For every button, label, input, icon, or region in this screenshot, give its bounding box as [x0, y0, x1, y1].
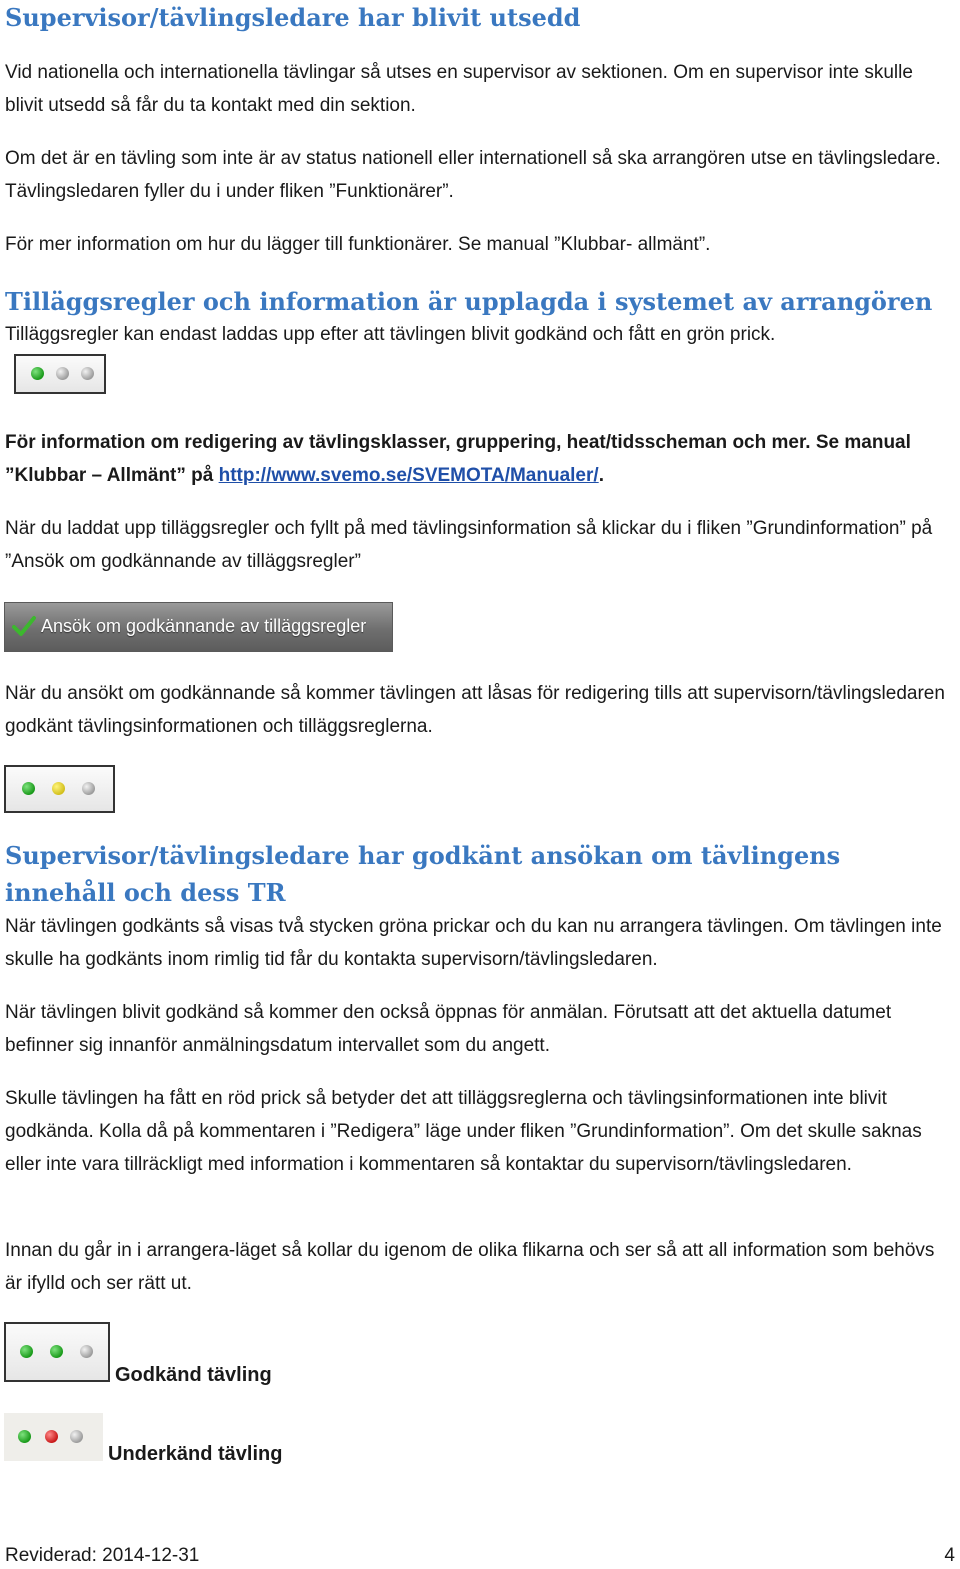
- apply-approval-button-label: Ansök om godkännande av tilläggsregler: [41, 616, 367, 636]
- status-lights-initial: [14, 354, 106, 394]
- status-dot-green-icon: [22, 782, 35, 795]
- status-dot-red-icon: [45, 1430, 58, 1443]
- editing-info-end: .: [598, 465, 604, 486]
- revision-date: Reviderad: 2014-12-31: [5, 1545, 200, 1566]
- status-lights-rejected: [4, 1413, 103, 1461]
- status-dot-gray-icon: [56, 367, 69, 380]
- status-lights-approved: [4, 1322, 110, 1382]
- paragraph-manual-reference: För mer information om hur du lägger till funktionärer. Se manual ”Klubbar- allmänt”.: [5, 234, 711, 255]
- manual-link[interactable]: http://www.svemo.se/SVEMOTA/Manualer/: [218, 465, 599, 486]
- status-lights-pending: [4, 765, 115, 813]
- legend-approved-label: Godkänd tävling: [115, 1364, 272, 1386]
- paragraph-red-dot: Skulle tävlingen ha fått en röd prick så betyder det att tilläggsreglerna och tävlingsinformationen inte blivit godkända. Kolla då på kommentaren i ”Redigera” läge under fliken ”Grundinformation”. Om det skulle saknas eller inte vara tillräckligt med information i kommentaren så kontaktar du supervisorn/tävlingsledaren.: [5, 1088, 922, 1175]
- editing-info-text: För information om redigering av tävlingsklasser, gruppering, heat/tidsscheman och mer. Se manual ”Klubbar – Allmänt” på: [5, 432, 911, 486]
- status-dot-gray-icon: [82, 782, 95, 795]
- heading-supplementary-rules: Tilläggsregler och information är upplagda i systemet av arrangören: [5, 287, 933, 316]
- paragraph-apply-instructions: När du laddat upp tilläggsregler och fyllt på med tävlingsinformation så klickar du i fliken ”Grundinformation” på ”Ansök om godkännande av tilläggsregler”: [5, 518, 933, 572]
- apply-approval-button[interactable]: [4, 602, 393, 652]
- heading-supervisor-appointed: Supervisor/tävlingsledare har blivit utsedd: [5, 3, 581, 32]
- status-dot-green-icon: [20, 1345, 33, 1358]
- checkmark-icon: [11, 613, 37, 639]
- status-dot-green-icon: [18, 1430, 31, 1443]
- page-footer: [5, 1543, 955, 1569]
- paragraph-locked-editing: När du ansökt om godkännande så kommer tävlingen att låsas för redigering tills att supervisorn/tävlingsledaren godkänt tävlingsinformationen och tilläggsreglerna.: [5, 683, 945, 737]
- paragraph-rules-upload: Tilläggsregler kan endast laddas upp efter att tävlingen blivit godkänd och fått en grön prick.: [5, 324, 776, 345]
- status-dot-gray-icon: [81, 367, 94, 380]
- status-dot-yellow-icon: [52, 782, 65, 795]
- paragraph-registration-open: När tävlingen blivit godkänd så kommer den också öppnas för anmälan. Förutsatt att det aktuella datumet befinner sig innanför anmälningsdatum intervallet som du angett.: [5, 1002, 892, 1056]
- paragraph-approval-shown: När tävlingen godkänts så visas två stycken gröna prickar och du kan nu arrangera tävlingen. Om tävlingen inte skulle ha godkänts inom rimlig tid får du kontakta supervisorn/tävlingsledaren.: [5, 916, 942, 970]
- status-dot-green-icon: [31, 367, 44, 380]
- heading-supervisor-approved: Supervisor/tävlingsledare har godkänt ansökan om tävlingens innehåll och dess TR: [5, 841, 841, 907]
- page-number: 4: [944, 1545, 955, 1566]
- status-dot-gray-icon: [80, 1345, 93, 1358]
- status-dot-green-icon: [50, 1345, 63, 1358]
- paragraph-check-tabs: Innan du går in i arrangera-läget så kollar du igenom de olika flikarna och ser så att all information som behövs är ifylld och ser rätt ut.: [5, 1240, 935, 1294]
- paragraph-editing-info: [5, 426, 955, 492]
- legend-rejected-label: Underkänd tävling: [108, 1443, 283, 1465]
- paragraph-competition-leader: Om det är en tävling som inte är av status nationell eller internationell så ska arrangören utse en tävlingsledare. Tävlingsledaren fyller du i under fliken ”Funktionärer”.: [5, 148, 941, 202]
- paragraph-supervisor-info: Vid nationella och internationella tävlingar så utses en supervisor av sektionen. Om en supervisor inte skulle blivit utsedd så får du ta kontakt med din sektion.: [5, 62, 913, 116]
- status-dot-gray-icon: [70, 1430, 83, 1443]
